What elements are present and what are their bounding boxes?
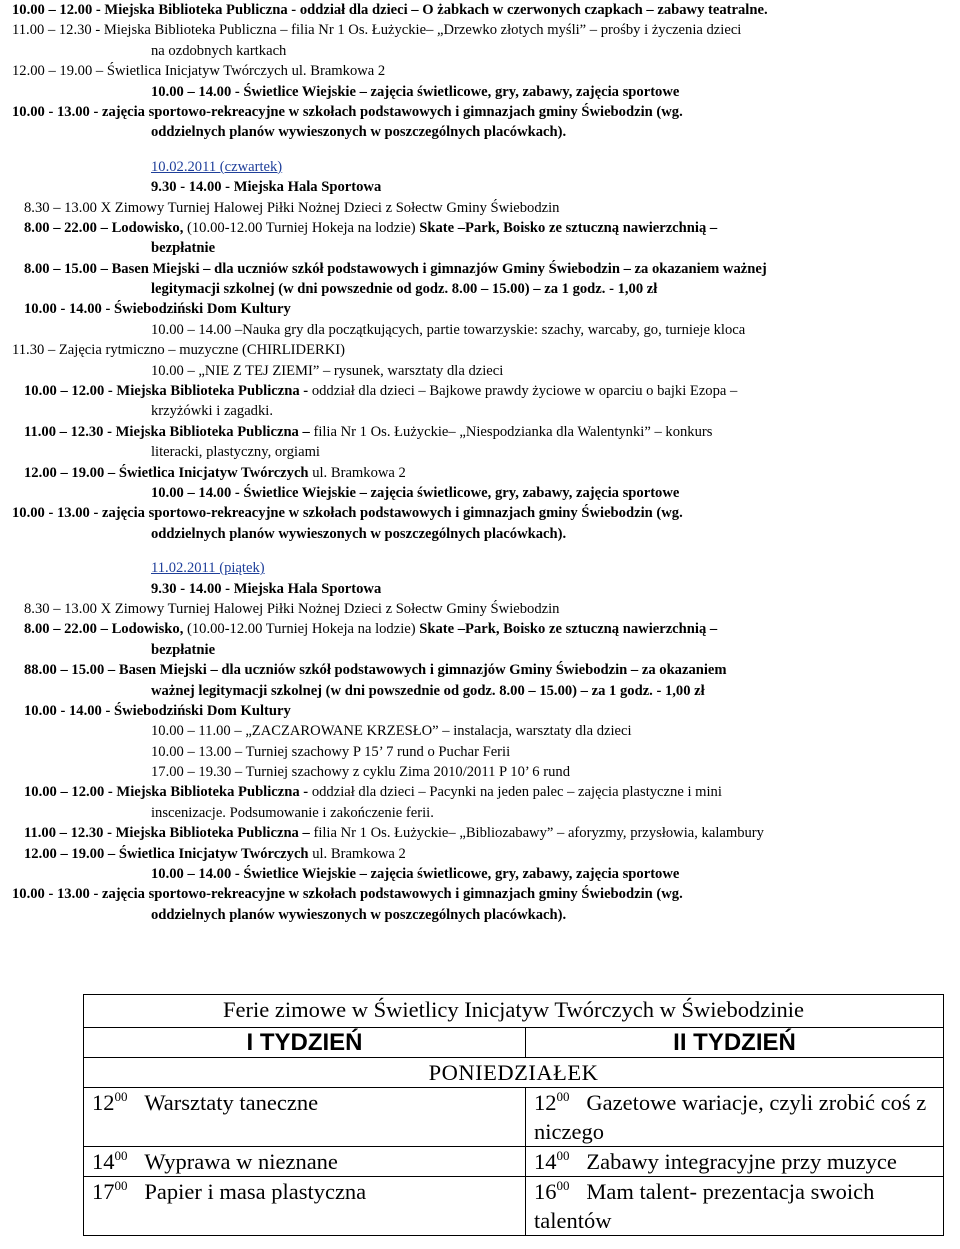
table-row [84, 1177, 944, 1236]
schedule-line: 10.00 - 13.00 - zajęcia sportowo-rekreacyjne w szkołach podstawowych i gimnazjach gminy Świebodzin (wg. [12, 103, 683, 120]
week-2-cell: $14^{00}$ Zabawy integracyjne przy muzyce [526, 1147, 944, 1177]
schedule-line: oddzielnych planów wywieszonych w poszczególnych placówkach). [151, 525, 567, 542]
schedule-line: oddzielnych planów wywieszonych w poszczególnych placówkach). [151, 906, 567, 923]
table-title: Ferie zimowe w Świetlicy Inicjatyw Twórczych w Świebodzinie [84, 995, 944, 1028]
schedule-line: 88.00 – 15.00 – Basen Miejski – dla uczniów szkół podstawowych i gimnazjów Gminy Świebodzin – za okazaniem [24, 662, 727, 679]
schedule-line: 8.00 – 22.00 – Lodowisko, (10.00-12.00 Turniej Hokeja na lodzie) Skate –Park, Boisko ze sztuczną nawierzchnią – [24, 621, 718, 638]
schedule-line: inscenizacje. Podsumowanie i zakończenie ferii. [151, 804, 434, 821]
schedule-line: 8.00 – 22.00 – Lodowisko, (10.00-12.00 Turniej Hokeja na lodzie) Skate –Park, Boisko ze sztuczną nawierzchnią – [24, 219, 718, 236]
week-2-cell: $16^{00}$ Mam talent- prezentacja swoich talentów [526, 1177, 944, 1236]
schedule-line: 10.00 – 14.00 - Świetlice Wiejskie – zajęcia świetlicowe, gry, zabawy, zajęcia sportowe [151, 484, 680, 501]
schedule-line: ważnej legitymacji szkolnej (w dni powszednie od godz. 8.00 – 15.00) – za 1 godz. - 1,00 zł [151, 682, 705, 699]
schedule-line: krzyżówki i zagadki. [151, 403, 273, 420]
schedule-line: legitymacji szkolnej (w dni powszednie od godz. 8.00 – 15.00) – za 1 godz. - 1,00 zł [151, 281, 658, 298]
schedule-document [12, 0, 928, 925]
schedule-line: 8.00 – 15.00 – Basen Miejski – dla uczniów szkół podstawowych i gimnazjów Gminy Świebodzin – za okazaniem ważnej [24, 260, 767, 277]
schedule-line: 10.00 – „NIE Z TEJ ZIEMI” – rysunek, warsztaty dla dzieci [151, 362, 504, 379]
schedule-line: 9.30 - 14.00 - Miejska Hala Sportowa [151, 580, 382, 597]
schedule-line: 8.30 – 13.00 X Zimowy Turniej Halowej Piłki Nożnej Dzieci z Sołectw Gminy Świebodzin [24, 199, 560, 216]
schedule-line: bezpłatnie [151, 240, 216, 257]
schedule-line: 10.00 – 12.00 - Miejska Biblioteka Publiczna - oddział dla dzieci – Pacynki na jeden palec – zajęcia plastyczne i mini [24, 784, 722, 801]
schedule-line: 12.00 – 19.00 – Świetlica Inicjatyw Twórczych ul. Bramkowa 2 [24, 464, 406, 481]
schedule-line: 10.00 – 13.00 – Turniej szachowy P 15’ 7 rund o Puchar Ferii [151, 743, 511, 760]
schedule-line: 10.00 - 13.00 - zajęcia sportowo-rekreacyjne w szkołach podstawowych i gimnazjach gminy Świebodzin (wg. [12, 886, 683, 903]
schedule-line: 11.00 – 12.30 - Miejska Biblioteka Publiczna – filia Nr 1 Os. Łużyckie– „Niespodzianka dla Walentynki” – konkurs [24, 423, 713, 440]
table-row [84, 1088, 944, 1147]
schedule-line: 10.00 - 14.00 - Świebodziński Dom Kultury [24, 301, 291, 318]
schedule-line: 10.00 - 14.00 - Świebodziński Dom Kultury [24, 702, 291, 719]
schedule-line: 10.00 – 11.00 – „ZACZAROWANE KRZESŁO” – instalacja, warsztaty dla dzieci [151, 723, 632, 740]
week-1-cell: $12^{00}$ Warsztaty taneczne [84, 1088, 526, 1147]
schedule-line: oddzielnych planów wywieszonych w poszczególnych placówkach). [151, 124, 567, 141]
schedule-line: 8.30 – 13.00 X Zimowy Turniej Halowej Piłki Nożnej Dzieci z Sołectw Gminy Świebodzin [24, 600, 560, 617]
week-1-cell: $14^{00}$ Wyprawa w nieznane [84, 1147, 526, 1177]
schedule-line: 12.00 – 19.00 – Świetlica Inicjatyw Twórczych ul. Bramkowa 2 [12, 63, 386, 80]
schedule-line: 11.00 – 12.30 - Miejska Biblioteka Publiczna – filia Nr 1 Os. Łużyckie– „Drzewko złotych myśli” – prośby i życzenia dzieci [12, 22, 742, 39]
schedule-line: 10.00 – 14.00 - Świetlice Wiejskie – zajęcia świetlicowe, gry, zabawy, zajęcia sportowe [151, 866, 680, 883]
table-row [84, 1147, 944, 1177]
schedule-line: 10.00 - 13.00 - zajęcia sportowo-rekreacyjne w szkołach podstawowych i gimnazjach gminy Świebodzin (wg. [12, 505, 683, 522]
schedule-line: 17.00 – 19.30 – Turniej szachowy z cyklu Zima 2010/2011 P 10’ 6 rund [151, 764, 570, 781]
ferie-table [83, 994, 944, 1236]
schedule-line: literacki, plastyczny, orgiami [151, 444, 320, 461]
week-1-cell: $17^{00}$ Papier i masa plastyczna [84, 1177, 526, 1236]
schedule-line: 10.00 – 12.00 - Miejska Biblioteka Publiczna - oddział dla dzieci – O żabkach w czerwonych czapkach – zabawy teatralne. [12, 2, 768, 18]
schedule-line: 10.00 – 12.00 - Miejska Biblioteka Publiczna - oddział dla dzieci – Bajkowe prawdy życiowe w oparciu o bajki Ezopa – [24, 383, 738, 400]
schedule-line: 10.00 – 14.00 –Nauka gry dla początkujących, partie towarzyskie: szachy, warcaby, go, turnieje kloca [151, 321, 746, 338]
week-1-header: I TYDZIEŃ [84, 1028, 526, 1058]
day-heading: 11.02.2011 (piątek) [151, 560, 265, 577]
schedule-line: 10.00 – 14.00 - Świetlice Wiejskie – zajęcia świetlicowe, gry, zabawy, zajęcia sportowe [151, 83, 680, 100]
schedule-line: 9.30 - 14.00 - Miejska Hala Sportowa [151, 179, 382, 196]
schedule-line: 12.00 – 19.00 – Świetlica Inicjatyw Twórczych ul. Bramkowa 2 [24, 845, 406, 862]
day-header: PONIEDZIAŁEK [84, 1058, 944, 1088]
schedule-line: 11.30 – Zajęcia rytmiczno – muzyczne (CHIRLIDERKI) [12, 342, 345, 359]
schedule-line: 11.00 – 12.30 - Miejska Biblioteka Publiczna – filia Nr 1 Os. Łużyckie– „Bibliozabawy” – aforyzmy, przysłowia, kalambury [24, 825, 764, 842]
schedule-line: na ozdobnych kartkach [151, 42, 287, 59]
schedule-line: bezpłatnie [151, 641, 216, 658]
week-2-header: II TYDZIEŃ [526, 1028, 944, 1058]
day-heading: 10.02.2011 (czwartek) [151, 158, 283, 175]
week-2-cell: $12^{00}$ Gazetowe wariacje, czyli zrobić coś z niczego [526, 1088, 944, 1147]
